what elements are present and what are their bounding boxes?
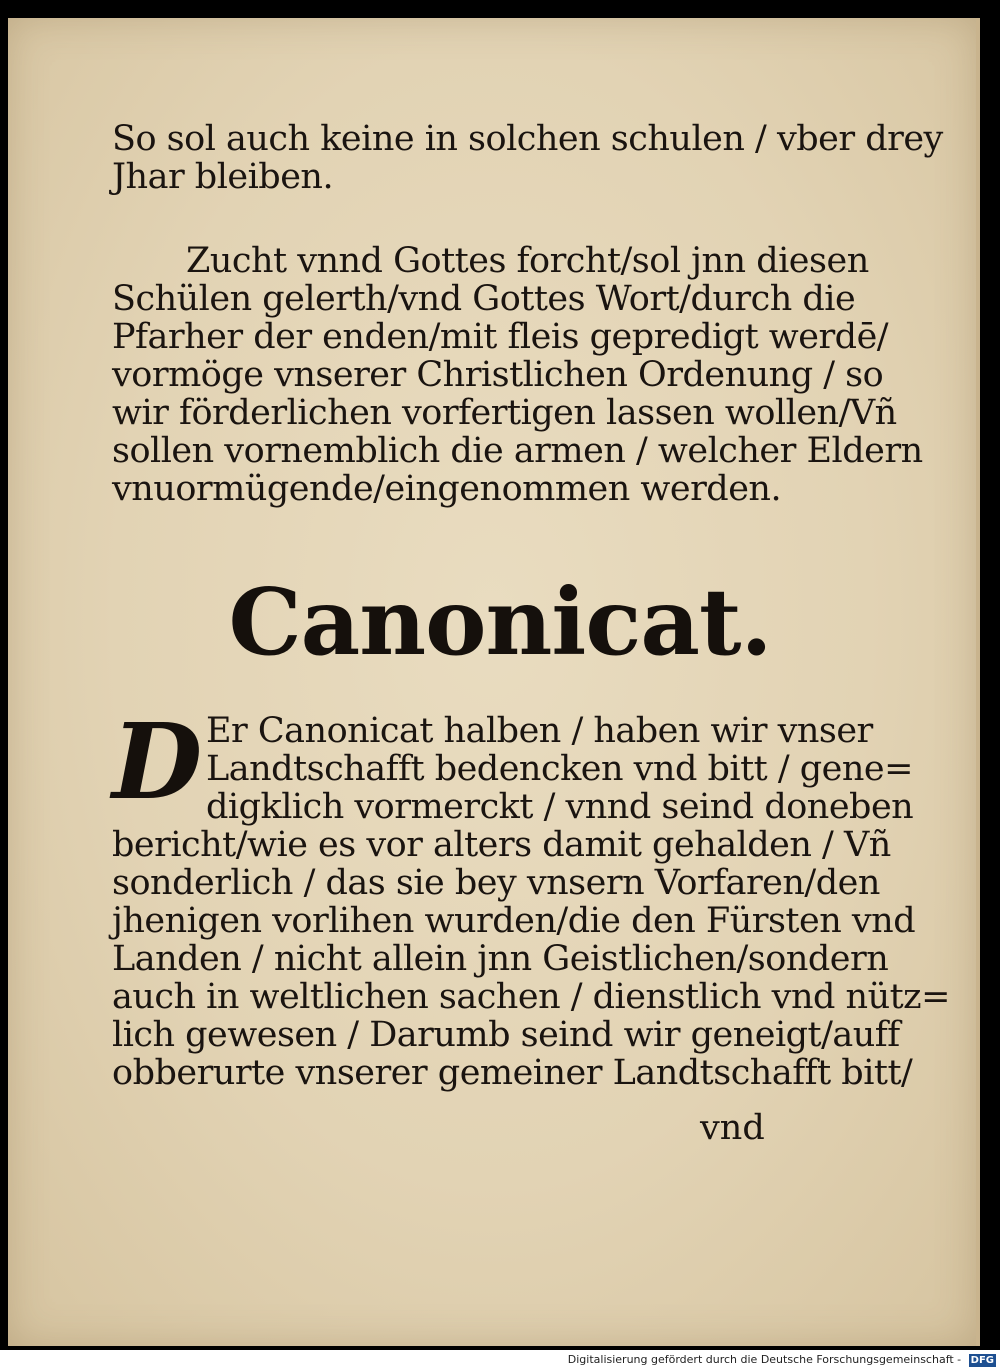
footer-credit-text: Digitalisierung gefördert durch die Deutsche Forschungsgemeinschaft - — [567, 1353, 962, 1366]
text-line: obberurte vnserer gemeiner Landtschafft bitt/ — [112, 1053, 913, 1093]
text-line: sonderlich / das sie bey vnsern Vorfaren/den — [112, 863, 880, 903]
text-line: wir förderlichen vorfertigen lassen wollen/Vñ — [112, 393, 897, 433]
text-line: Pfarher der enden/mit fleis gepredigt werdē/ — [112, 317, 889, 357]
dfg-logo-icon: DFG — [970, 1355, 994, 1366]
footer-credit — [568, 1353, 996, 1367]
text-line: auch in weltlichen sachen / dienstlich vnd nütz= — [112, 977, 950, 1017]
text-line: bericht/wie es vor alters damit gehalden / Vñ — [112, 825, 891, 865]
text-line: jhenigen vorlihen wurden/die den Fürsten vnd — [112, 901, 916, 941]
text-line: Schülen gelerth/vnd Gottes Wort/durch die — [112, 279, 856, 319]
catchword: vnd — [700, 1108, 765, 1148]
text-line: vnuormügende/eingenommen werden. — [112, 469, 782, 509]
document-page — [8, 18, 976, 1346]
text-line: Landen / nicht allein jnn Geistlichen/sondern — [112, 939, 889, 979]
text-line: vormöge vnserer Christlichen Ordenung / so — [112, 355, 884, 395]
page-edge — [976, 18, 980, 1346]
section-heading: Canonicat. — [228, 568, 772, 676]
text-line: Jhar bleiben. — [112, 157, 334, 197]
text-line: Zucht vnnd Gottes forcht/sol jnn diesen — [186, 241, 869, 281]
text-line: So sol auch keine in solchen schulen / vber drey — [112, 119, 943, 159]
paragraph-2 — [112, 241, 923, 509]
text-line: sollen vornemblich die armen / welcher Eldern — [112, 431, 923, 471]
text-line: Er Canonicat halben / haben wir vnser — [206, 711, 873, 751]
footer-bar — [0, 1350, 1000, 1372]
paragraph-3 — [112, 700, 950, 1093]
text-line: digklich vormerckt / vnnd seind doneben — [206, 787, 914, 827]
text-line: Landtschafft bedencken vnd bitt / gene= — [206, 749, 913, 789]
paragraph-1 — [112, 119, 943, 197]
text-line: lich gewesen / Darumb seind wir geneigt/auff — [112, 1015, 900, 1055]
decorated-initial: D — [112, 700, 202, 823]
